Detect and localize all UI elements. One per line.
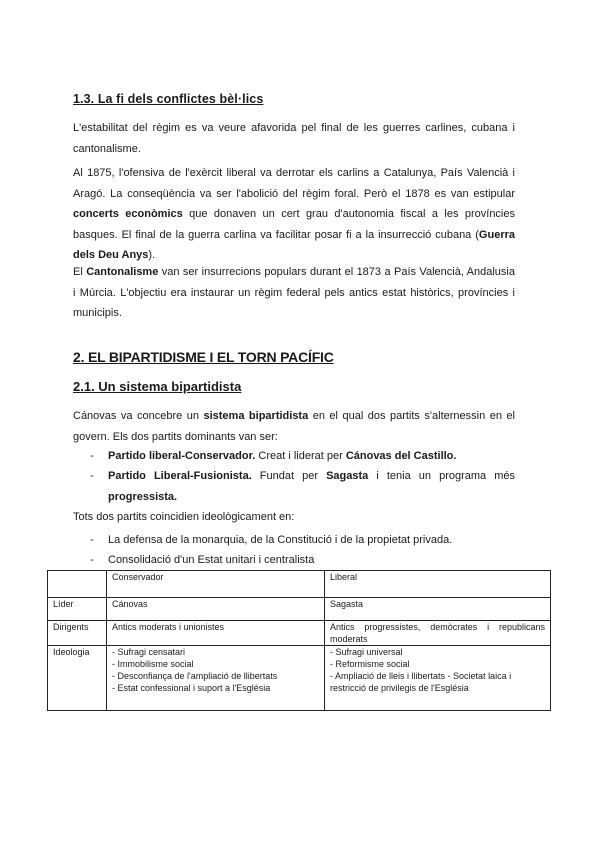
text-span: que donaven un cert grau d'autonomia fiscal a les províncies basques. El final de la guerra carlina va facilitar posar fi a la insurrecció cubana ( [73, 208, 515, 241]
list-item-conservative [90, 446, 515, 467]
paragraph-bipartisan [73, 406, 515, 447]
bold-sagasta: Sagasta [326, 470, 369, 482]
list-item-common-2 [90, 550, 515, 571]
table-header-row [48, 571, 551, 598]
list-item: - Estat confessional i suport a l'Església [112, 683, 271, 693]
text-span: Cánovas va concebre un [73, 410, 204, 422]
paragraph-common-ideology: Tots dos partits coincidien ideològicament en: [73, 511, 295, 523]
bold-canovas: Cánovas del Castillo. [345, 450, 457, 462]
list-item-common-1 [90, 530, 515, 551]
cell-conservador [107, 646, 325, 711]
header-cell-empty [48, 571, 107, 598]
section-heading-2-1: 2.1. Un sistema bipartidista [73, 379, 242, 394]
text-span: en el qual dos partits s'alternessin en el govern. Els dos partits dominants van ser: [73, 410, 515, 443]
bold-party-conservative: Partido liberal-Conservador. [108, 450, 256, 462]
header-cell-conservador: Conservador [107, 571, 325, 598]
list-item: - Reformisme social [330, 659, 410, 669]
row-label: Dirigents [48, 621, 107, 646]
row-label: Ideologia [48, 646, 107, 711]
text-span: van ser insurrecions populars durant el 1873 a País Valencià, Andalusia i Múrcia. L'objectiu era instaurar un règim federal pels antics estat històrics, províncies i municipis. [73, 266, 515, 319]
bold-concerts: concerts econòmics [73, 208, 183, 220]
cell-conservador: Antics moderats i unionistes [107, 621, 325, 646]
list-item: - Ampliació de lleis i llibertats - Societat laica i restricció de privilegis de l'Església [330, 671, 512, 693]
bold-cantonalism: Cantonalisme [86, 266, 159, 278]
list-item-text: Consolidació d'un Estat unitari i centralista [108, 554, 315, 566]
text-span: ). [148, 249, 156, 261]
list-item: - Sufragi universal [330, 647, 403, 657]
bold-ten-years-war: Guerra dels Deu Anys [73, 228, 515, 261]
dash-marker: - [90, 470, 94, 482]
paragraph-carlist-war [73, 163, 515, 266]
text-span: Fundat per [251, 470, 327, 482]
table-row-leader [48, 598, 551, 621]
bold-bipartisan-system: sistema bipartidista [203, 410, 309, 422]
bold-progressive: progressista. [108, 490, 178, 503]
list-item: - Immobilisme social [112, 659, 194, 669]
text-span: i tenia un programa més [368, 470, 515, 482]
table-row-ideology [48, 646, 551, 711]
dash-marker: - [90, 534, 94, 546]
dash-marker: - [90, 450, 94, 462]
paragraph-cantonalism [73, 262, 515, 324]
section-heading-2: 2. EL BIPARTIDISME I EL TORN PACÍFIC [73, 349, 334, 365]
cell-conservador: Cánovas [107, 598, 325, 621]
list-item: - Desconfiança de l'ampliació de llibertats [112, 671, 278, 681]
list-item-text: La defensa de la monarquia, de la Constitució i de la propietat privada. [108, 534, 453, 546]
table-row-leaders [48, 621, 551, 646]
header-cell-liberal: Liberal [325, 571, 551, 598]
bold-party-liberal: Partido Liberal-Fusionista. [108, 470, 252, 482]
row-label: Líder [48, 598, 107, 621]
list-item: - Sufragi censatari [112, 647, 186, 657]
dash-marker: - [90, 554, 94, 566]
list-item-liberal [90, 466, 515, 507]
text-span: Al 1875, l'ofensiva de l'exèrcit liberal va derrotar els carlins a Catalunya, País Valencià i Aragó. La conseqüència va ser l'abolició del règim foral. Però el 1878 es van estipular [73, 167, 515, 200]
text-span: El [73, 266, 87, 278]
cell-liberal: Antics progressistes, demòcrates i republicans moderats [325, 621, 551, 646]
cell-liberal: Sagasta [325, 598, 551, 621]
cell-liberal [325, 646, 551, 711]
text-span: Creat i liderat per [255, 450, 346, 462]
section-heading-1-3: 1.3. La fi dels conflictes bèl·lics [73, 92, 264, 106]
comparison-table [47, 570, 551, 711]
paragraph-stability: L'estabilitat del règim es va veure afavorida pel final de les guerres carlines, cubana i cantonalisme. [73, 122, 515, 155]
